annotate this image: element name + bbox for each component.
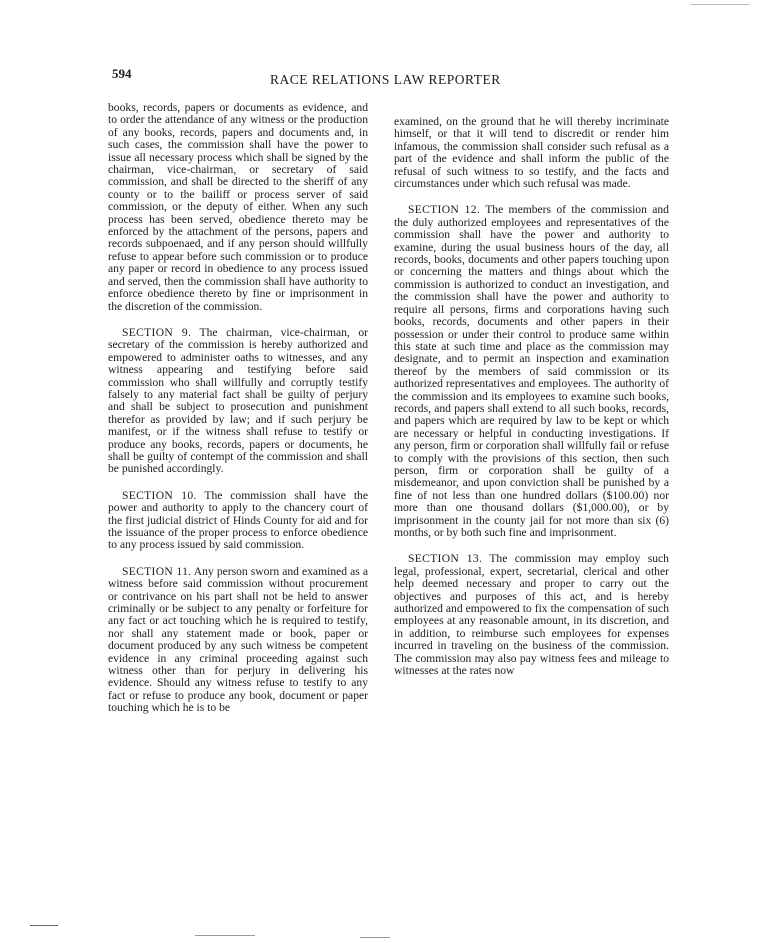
scan-artifact-mark (195, 935, 255, 936)
section-9 (108, 327, 368, 476)
scan-artifact-mark (360, 937, 390, 938)
section-13-body: The commission may employ such legal, professional, expert, secretarial, clerical and other help deemed necessary and proper to carry out the objectives and purposes of this act, and is hereby authorized and empowered to fix the compensation of such employees at any reasonable amount, in its discretion, and in addition, to reimburse such employees for expenses incurred in traveling on the business of the commission. The commission may also pay witness fees and mileage to witnesses at the rates now (394, 552, 669, 678)
scan-artifact-mark (30, 925, 58, 926)
section-11-heading: SECTION 11. (122, 564, 192, 578)
section-9-heading: SECTION 9. (122, 325, 192, 339)
scan-artifact-mark (690, 4, 750, 5)
paragraph-continued-right: examined, on the ground that he will thereby incriminate himself, or that it will tend to discredit or render him infamous, the commission shall consider such refusal as a part of the evidence and shall inform the public of the refusal of such witness to so testify, and the facts and circumstances under which such refusal was made. (394, 115, 669, 191)
section-12-body: The members of the commission and the duly authorized employees and representatives of the commission shall have the power and authority to examine, during the usual business hours of the day, all records, books, documents and other papers touching upon or concerning the matters and things about which the commission is authorized to conduct an investigation, and the commission shall have the power and authority to require all persons, firms and corporations having such books, records, documents and other papers in their possession or under their control to produce same within this state at such time and place as the commission may designate, and to permit an inspection and examination thereof by the members of said commission or its authorized representatives and employees. The authority of the commission and its employees to examine such books, records, and papers shall extend to all such books, records, and papers which are required by law to be kept or which are necessary or helpful in conducting investigations. If any person, firm or corporation shall willfully fail or refuse to comply with the provisions of this section, then such person, firm or corporation shall be guilty of a misdemeanor, and upon conviction shall be punished by a fine of not less than one hundred dollars ($100.00) nor more than one thousand dollars ($1,000.00), or by imprisonment in the county jail for not more than six (6) months, or by both such fine and imprisonment. (394, 203, 669, 539)
section-12 (394, 204, 669, 539)
section-9-body: The chairman, vice-chairman, or secretary of the commission is hereby authorized and empowered to administer oaths to witnesses, and any witness appearing and testifying before said commission who shall willfully and corruptly testify falsely to any material fact shall be guilty of perjury and shall be subject to prosecution and punishment therefor as provided by law; and if such perjury be manifest, or if the witness shall refuse to testify or produce any books, records, papers or documents, he shall be guilty of contempt of the commission and shall be punished accordingly. (108, 325, 369, 476)
section-11-body: Any person sworn and examined as a witness before said commission without procurement or contrivance on his part shall not be held to answer criminally or be subject to any penalty or forfeiture for any fact or act touching which he is required to testify, nor shall any statement made or book, paper or document produced by any such witness be competent evidence in any criminal proceeding against such witness other than for perjury in delivering his evidence. Should any witness refuse to testify to any fact or refuse to produce any book, document or paper touching which he is to be (108, 564, 368, 715)
section-10 (108, 490, 368, 552)
section-11 (108, 566, 368, 715)
page-number: 594 (112, 66, 132, 81)
section-12-heading: SECTION 12. (408, 203, 481, 217)
section-10-heading: SECTION 10. (122, 488, 197, 502)
left-column (108, 102, 368, 725)
paragraph-continued: books, records, papers or documents as evidence, and to order the attendance of any witness or the production of any books, records, papers and documents and, in such cases, the commission shall have the power to issue all necessary process which shall be signed by the chairman, vice-chairman, or secretary of said commission, and shall be directed to the sheriff of any county or to the bailiff or process server of said commission, or the deputy of either. When any such process has been served, obedience thereto may be enforced by the attachment of the persons, papers and records subpoenaed, and if any person should willfully refuse to appear before such commission or to produce any paper or record in obedience to any process issued and served, then the commission shall have authority to enforce obedience thereto by fine or imprisonment in the discretion of the commission. (108, 101, 368, 313)
right-column (394, 116, 669, 687)
section-10-body: The commission shall have the power and authority to apply to the chancery court of the first judicial district of Hinds County for aid and for the issuance of the proper process to enforce obedience to any process issued by said commission. (108, 488, 368, 552)
section-13 (394, 553, 669, 677)
running-head: RACE RELATIONS LAW REPORTER (270, 72, 501, 87)
section-13-heading: SECTION 13. (408, 552, 483, 566)
